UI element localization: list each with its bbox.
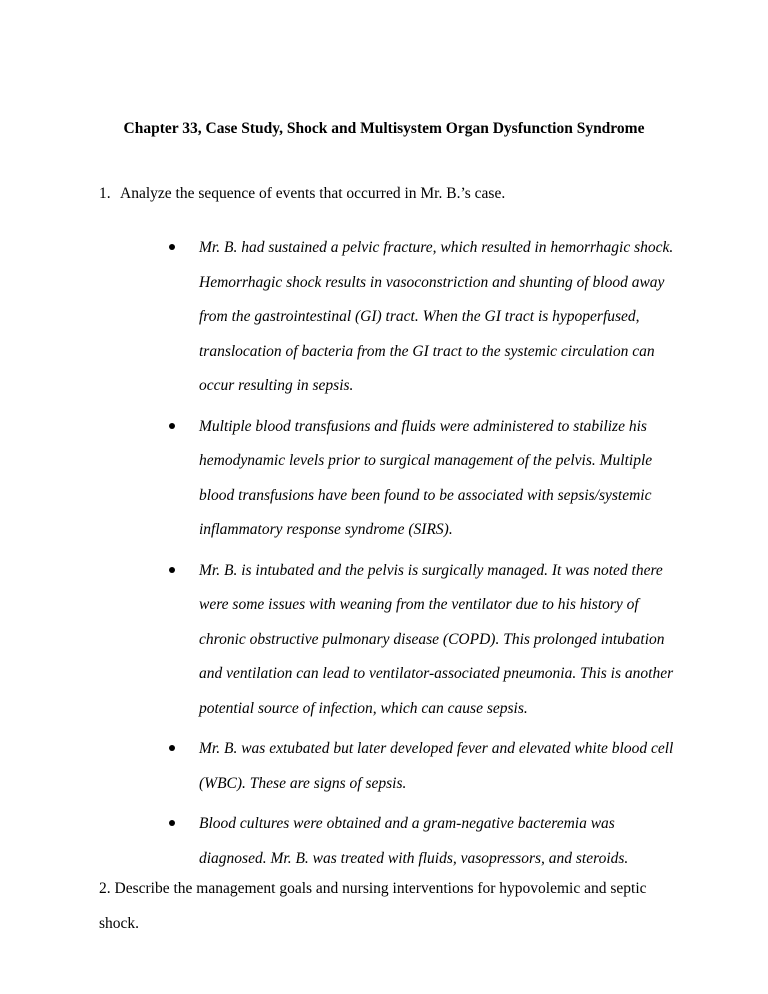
question-1-number: 1.	[99, 185, 111, 202]
list-item	[0, 732, 768, 801]
list-item	[0, 554, 768, 727]
list-item	[0, 410, 768, 548]
bullet-icon	[169, 745, 175, 751]
bullet-icon	[169, 567, 175, 573]
bullet-text: Blood cultures were obtained and a gram-negative bacteremia was diagnosed. Mr. B. was treated with fluids, vasopressors, and steroids.	[199, 815, 629, 867]
question-1-text: Analyze the sequence of events that occurred in Mr. B.’s case.	[120, 185, 506, 202]
list-item	[0, 231, 768, 404]
bullet-text: Multiple blood transfusions and fluids were administered to stabilize his hemodynamic levels prior to surgical management of the pelvis. Multiple blood transfusions have been found to be associated with sepsis/systemic inflammatory response syndrome (SIRS).	[199, 417, 653, 538]
bullet-text: Mr. B. is intubated and the pelvis is surgically managed. It was noted there were some issues with weaning from the ventilator due to his history of chronic obstructive pulmonary disease (COPD). This prolonged intubation and ventilation can lead to ventilator-associated pneumonia. This is another potential source of infection, which can cause sepsis.	[199, 561, 674, 717]
bullet-text: Mr. B. had sustained a pelvic fracture, which resulted in hemorrhagic shock. Hemorrhagic shock results in vasoconstriction and shunting of blood away from the gastrointestinal (GI) tract. When the GI tract is hypoperfused, translocation of bacteria from the GI tract to the systemic circulation can occur resulting in sepsis.	[199, 239, 674, 394]
bullet-icon	[169, 423, 175, 429]
document-title: Chapter 33, Case Study, Shock and Multisystem Organ Dysfunction Syndrome	[123, 120, 645, 137]
question-2-text: 2. Describe the management goals and nursing interventions for hypovolemic and septic shock.	[99, 880, 647, 932]
answer-bullet-list	[0, 231, 768, 882]
bullet-icon	[169, 244, 175, 250]
list-item	[0, 807, 768, 876]
bullet-text: Mr. B. was extubated but later developed fever and elevated white blood cell (WBC). These are signs of sepsis.	[199, 740, 674, 792]
bullet-icon	[169, 820, 175, 826]
